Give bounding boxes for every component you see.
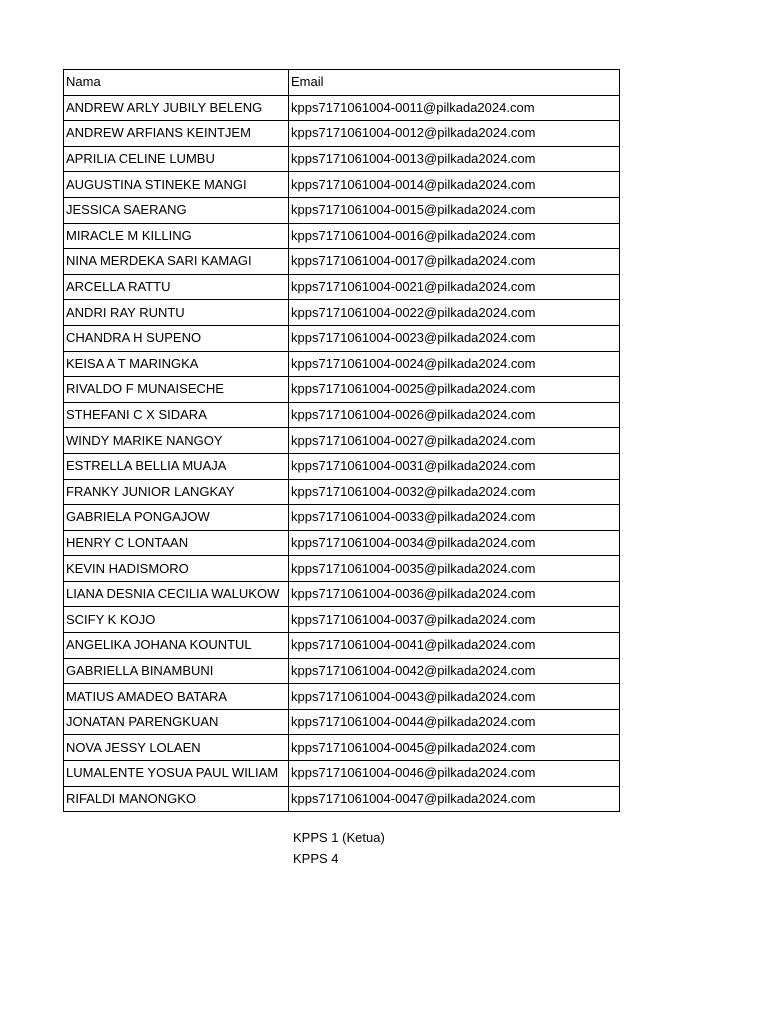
cell-email: kpps7171061004-0047@pilkada2024.com [289, 786, 620, 812]
header-email: Email [289, 70, 620, 96]
cell-email: kpps7171061004-0017@pilkada2024.com [289, 249, 620, 275]
table-row [64, 505, 620, 531]
table-row [64, 581, 620, 607]
cell-nama: KEVIN HADISMORO [64, 556, 289, 582]
cell-nama: MIRACLE M KILLING [64, 223, 289, 249]
table-row [64, 658, 620, 684]
cell-nama: KEISA A T MARINGKA [64, 351, 289, 377]
table-row [64, 121, 620, 147]
cell-email: kpps7171061004-0042@pilkada2024.com [289, 658, 620, 684]
cell-email: kpps7171061004-0041@pilkada2024.com [289, 633, 620, 659]
cell-email: kpps7171061004-0027@pilkada2024.com [289, 428, 620, 454]
table-row [64, 172, 620, 198]
cell-email: kpps7171061004-0012@pilkada2024.com [289, 121, 620, 147]
cell-nama: ANDRI RAY RUNTU [64, 300, 289, 326]
table-row [64, 633, 620, 659]
table-row [64, 607, 620, 633]
cell-nama: ANDREW ARLY JUBILY BELENG [64, 95, 289, 121]
cell-email: kpps7171061004-0023@pilkada2024.com [289, 325, 620, 351]
cell-email: kpps7171061004-0036@pilkada2024.com [289, 581, 620, 607]
cell-nama: ANGELIKA JOHANA KOUNTUL [64, 633, 289, 659]
cell-nama: HENRY C LONTAAN [64, 530, 289, 556]
cell-nama: JESSICA SAERANG [64, 197, 289, 223]
table-body [64, 70, 620, 812]
cell-email: kpps7171061004-0014@pilkada2024.com [289, 172, 620, 198]
cell-nama: ESTRELLA BELLIA MUAJA [64, 453, 289, 479]
table-row [64, 761, 620, 787]
note-kpps-1: KPPS 1 (Ketua) [293, 830, 385, 845]
note-kpps-4: KPPS 4 [293, 850, 339, 866]
table-row [64, 556, 620, 582]
cell-nama: LIANA DESNIA CECILIA WALUKOW [64, 581, 289, 607]
cell-email: kpps7171061004-0035@pilkada2024.com [289, 556, 620, 582]
table-row [64, 709, 620, 735]
cell-email: kpps7171061004-0043@pilkada2024.com [289, 684, 620, 710]
cell-email: kpps7171061004-0024@pilkada2024.com [289, 351, 620, 377]
table-row [64, 530, 620, 556]
table-row [64, 300, 620, 326]
cell-nama: RIVALDO F MUNAISECHE [64, 377, 289, 403]
cell-nama: RIFALDI MANONGKO [64, 786, 289, 812]
notes-block [293, 828, 385, 869]
table-row [64, 325, 620, 351]
cell-email: kpps7171061004-0032@pilkada2024.com [289, 479, 620, 505]
cell-nama: FRANKY JUNIOR LANGKAY [64, 479, 289, 505]
cell-nama: WINDY MARIKE NANGOY [64, 428, 289, 454]
table-row [64, 146, 620, 172]
table-row [64, 735, 620, 761]
cell-email: kpps7171061004-0016@pilkada2024.com [289, 223, 620, 249]
table-row [64, 351, 620, 377]
cell-email: kpps7171061004-0013@pilkada2024.com [289, 146, 620, 172]
participant-table [63, 69, 620, 812]
cell-nama: ARCELLA RATTU [64, 274, 289, 300]
cell-nama: CHANDRA H SUPENO [64, 325, 289, 351]
cell-email: kpps7171061004-0011@pilkada2024.com [289, 95, 620, 121]
table-row [64, 402, 620, 428]
cell-nama: STHEFANI C X SIDARA [64, 402, 289, 428]
table-row [64, 786, 620, 812]
cell-nama: AUGUSTINA STINEKE MANGI [64, 172, 289, 198]
cell-email: kpps7171061004-0034@pilkada2024.com [289, 530, 620, 556]
cell-email: kpps7171061004-0015@pilkada2024.com [289, 197, 620, 223]
cell-nama: GABRIELLA BINAMBUNI [64, 658, 289, 684]
table-row [64, 274, 620, 300]
cell-email: kpps7171061004-0031@pilkada2024.com [289, 453, 620, 479]
cell-nama: MATIUS AMADEO BATARA [64, 684, 289, 710]
cell-nama: SCIFY K KOJO [64, 607, 289, 633]
table-row [64, 377, 620, 403]
cell-email: kpps7171061004-0044@pilkada2024.com [289, 709, 620, 735]
cell-nama: APRILIA CELINE LUMBU [64, 146, 289, 172]
header-nama: Nama [64, 70, 289, 96]
cell-email: kpps7171061004-0022@pilkada2024.com [289, 300, 620, 326]
cell-email: kpps7171061004-0021@pilkada2024.com [289, 274, 620, 300]
table-row [64, 249, 620, 275]
cell-nama: ANDREW ARFIANS KEINTJEM [64, 121, 289, 147]
cell-email: kpps7171061004-0045@pilkada2024.com [289, 735, 620, 761]
table-header-row [64, 70, 620, 96]
cell-nama: GABRIELA PONGAJOW [64, 505, 289, 531]
cell-nama: NINA MERDEKA SARI KAMAGI [64, 249, 289, 275]
cell-nama: NOVA JESSY LOLAEN [64, 735, 289, 761]
table-row [64, 453, 620, 479]
cell-email: kpps7171061004-0026@pilkada2024.com [289, 402, 620, 428]
cell-email: kpps7171061004-0033@pilkada2024.com [289, 505, 620, 531]
cell-nama: LUMALENTE YOSUA PAUL WILIAM [64, 761, 289, 787]
table-row [64, 95, 620, 121]
cell-email: kpps7171061004-0046@pilkada2024.com [289, 761, 620, 787]
table-row [64, 479, 620, 505]
table-row [64, 428, 620, 454]
cell-email: kpps7171061004-0025@pilkada2024.com [289, 377, 620, 403]
cell-email: kpps7171061004-0037@pilkada2024.com [289, 607, 620, 633]
table-row [64, 197, 620, 223]
table-row [64, 223, 620, 249]
table-row [64, 684, 620, 710]
cell-nama: JONATAN PARENGKUAN [64, 709, 289, 735]
